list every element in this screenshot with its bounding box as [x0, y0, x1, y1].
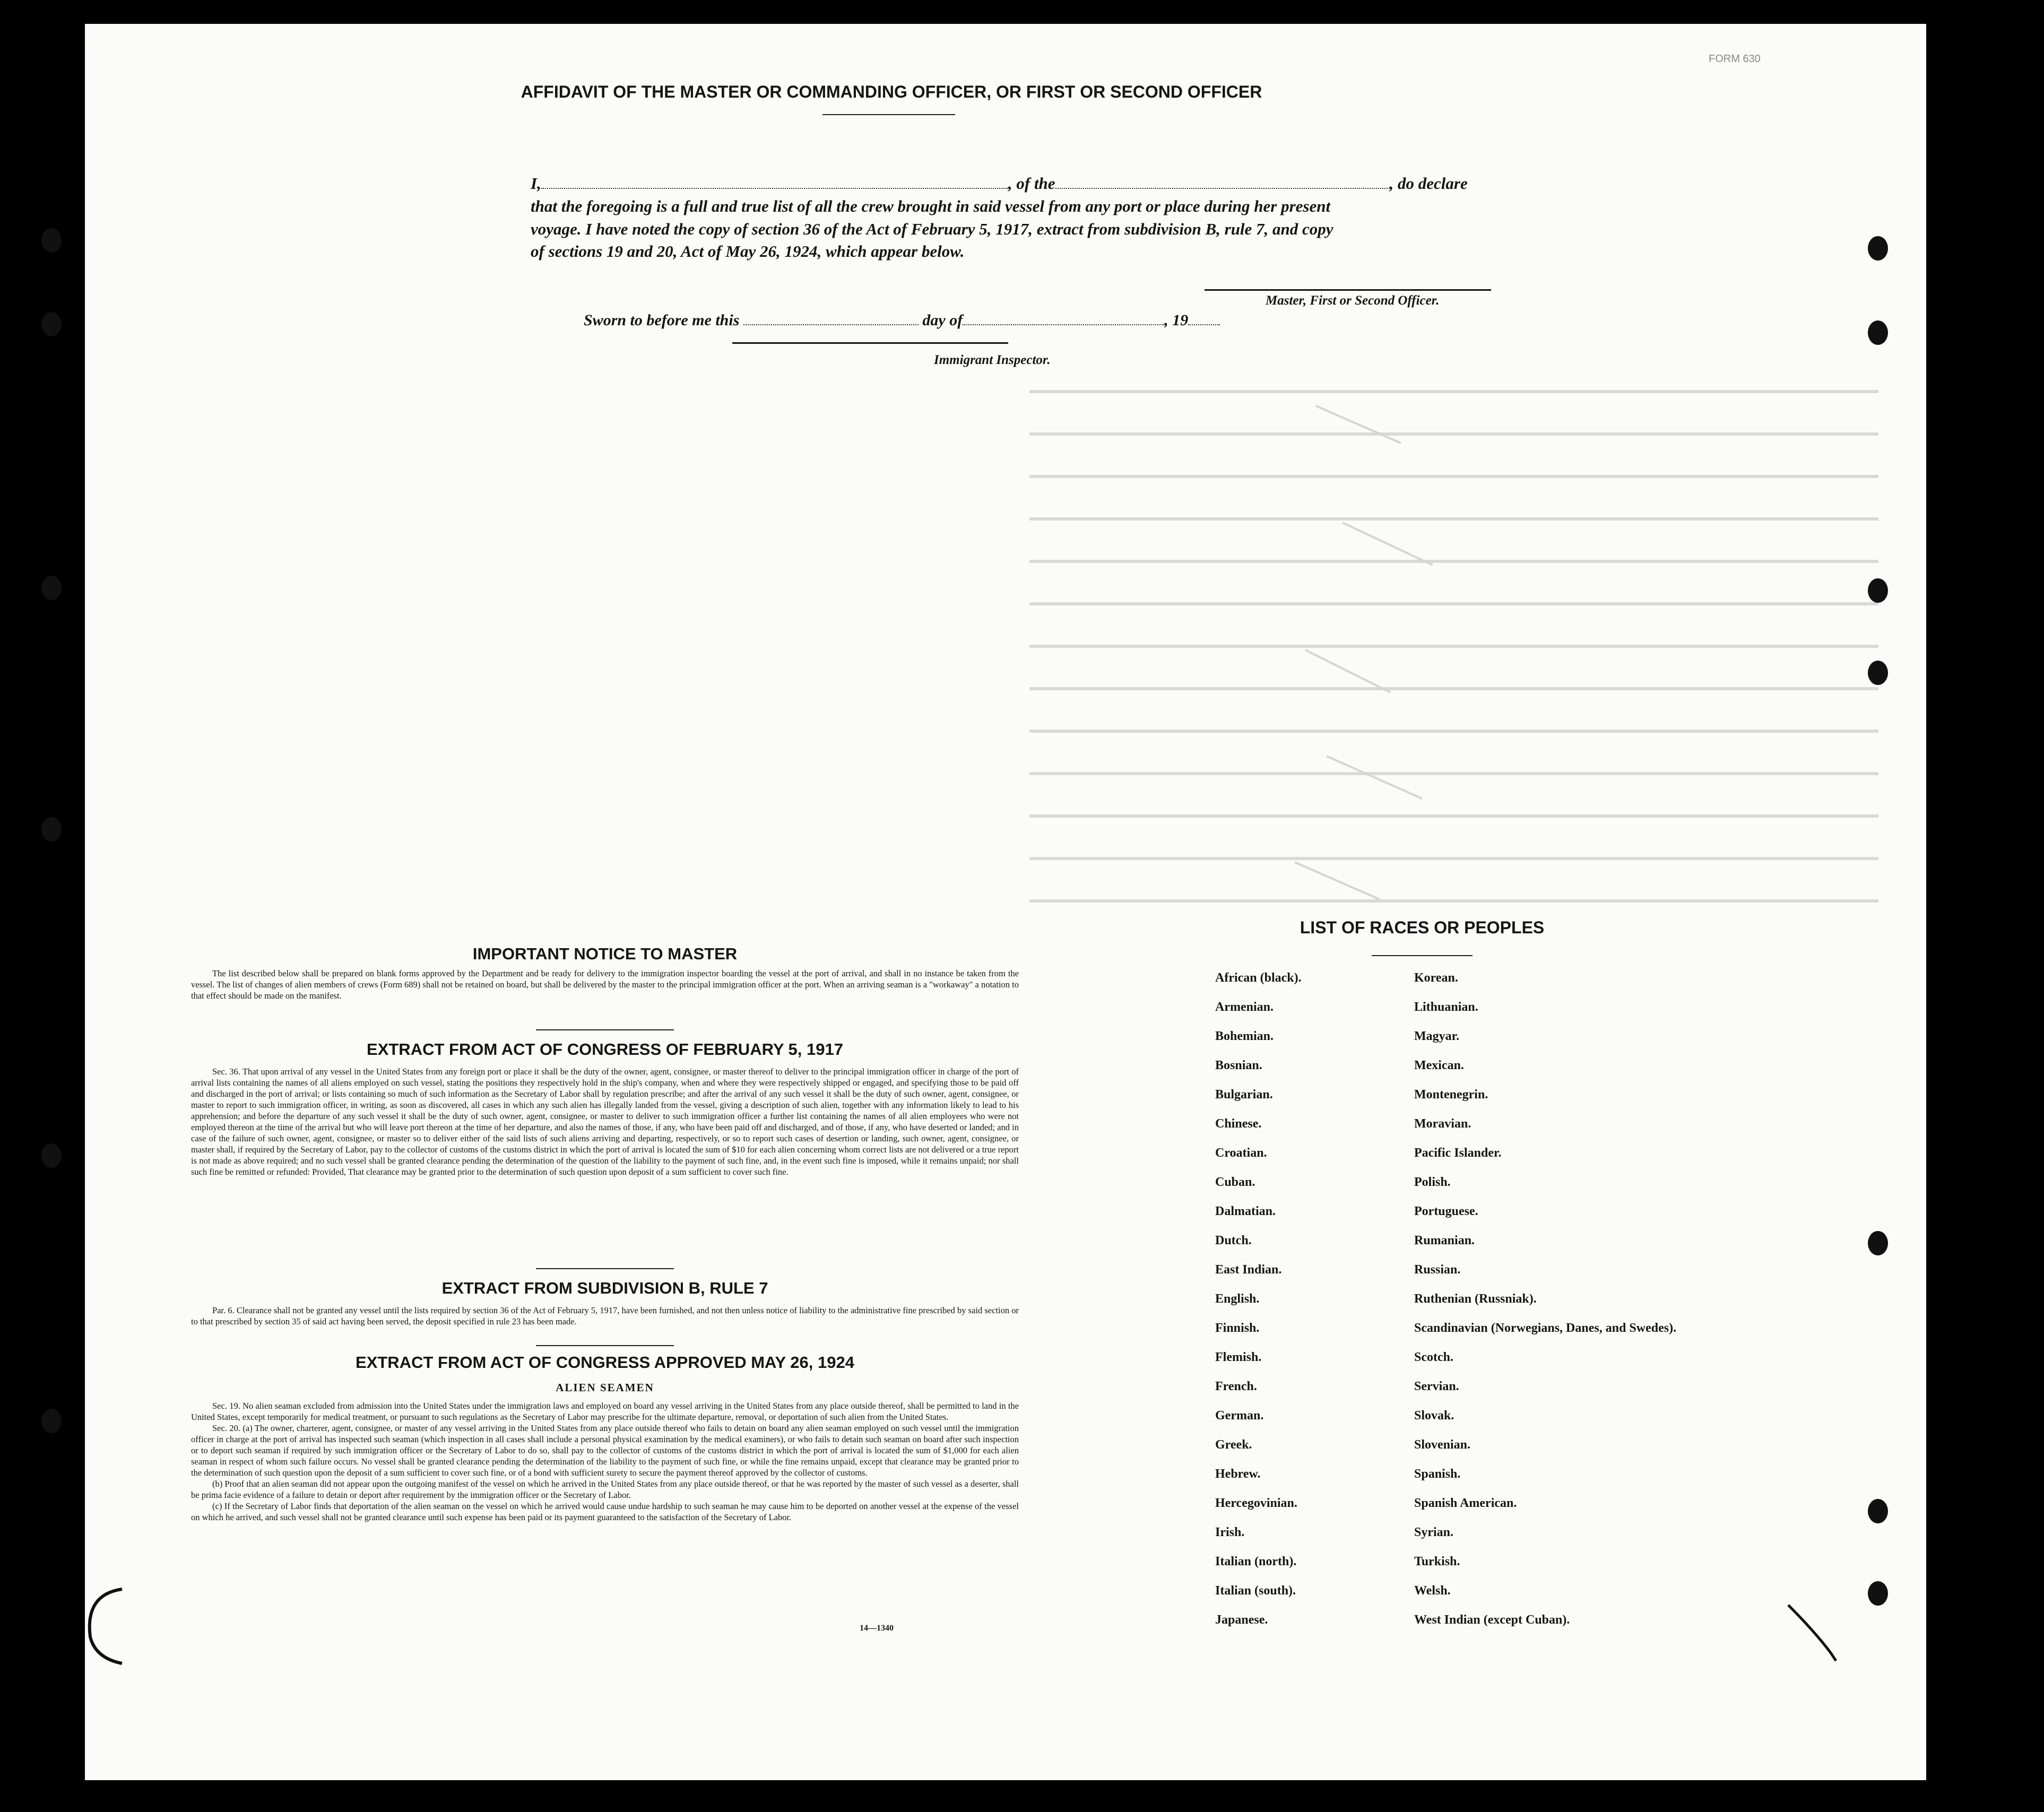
race-item: Russian.: [1414, 1263, 1461, 1277]
race-item: Greek.: [1215, 1438, 1252, 1452]
race-item: Turkish.: [1414, 1555, 1460, 1568]
binder-hole: [1868, 320, 1888, 345]
of-the-label: , of the: [1008, 174, 1055, 193]
races-list: [1215, 971, 1778, 1671]
race-item: West Indian (except Cuban).: [1414, 1613, 1570, 1627]
binder-hole: [41, 1409, 62, 1433]
extract-1917-rule: [536, 1268, 674, 1269]
declaration-line-3: voyage. I have noted the copy of section 36 of the Act of February 5, 1917, extract from subdivision B, rule 7, and copy: [531, 219, 1333, 238]
race-item: Servian.: [1414, 1380, 1459, 1393]
notice-rule: [536, 1029, 674, 1030]
binder-hole: [41, 312, 62, 336]
notice-paragraph: The list described below shall be prepared on blank forms approved by the Department and be ready for delivery to the immigration inspector boarding the vessel at the port of arrival, and shall in no instance be taken from the vessel. The list of changes of alien members of crews (Form 689) shall not be retained on board, but shall be delivered by the master to the principal immigration officer at the port. When an arriving seaman is a "workaway" a notation to that effect should be made on the manifest.: [191, 968, 1019, 1001]
rule-7-rule: [536, 1345, 674, 1346]
race-item: English.: [1215, 1292, 1260, 1306]
alien-seamen-subtitle: ALIEN SEAMEN: [556, 1381, 654, 1394]
race-item: German.: [1215, 1409, 1264, 1423]
extract-1924-text: [191, 1401, 1019, 1523]
sec-19-paragraph: Sec. 19. No alien seaman excluded from admission into the United States under the immigration laws and employed on board any vessel arriving in the United States from any place outside thereof, shall be permitted to land in the United States, except temporarily for medical treatment, or pursuant to such regulations as the Secretary of Labor may prescribe for the ultimate departure, removal, or deportation of such alien from the United States.: [191, 1401, 1019, 1422]
races-title: LIST OF RACES OR PEOPLES: [1300, 918, 1545, 937]
race-item: Italian (north).: [1215, 1555, 1297, 1568]
races-rule: [1372, 955, 1473, 956]
race-item: Flemish.: [1215, 1350, 1262, 1364]
year-label: , 19: [1164, 311, 1189, 329]
binder-hole: [1868, 578, 1888, 603]
race-item: Dutch.: [1215, 1234, 1252, 1247]
race-item: Dalmatian.: [1215, 1204, 1276, 1218]
binder-hole: [1868, 1499, 1888, 1523]
race-item: Spanish.: [1414, 1467, 1461, 1481]
sworn-year-blank: [1188, 314, 1220, 325]
race-item: Slovak.: [1414, 1409, 1454, 1423]
declaration-line-1: [531, 172, 1624, 195]
race-item: Syrian.: [1414, 1525, 1454, 1539]
notice-title: IMPORTANT NOTICE TO MASTER: [472, 944, 738, 963]
par-6-paragraph: Par. 6. Clearance shall not be granted any vessel until the lists required by section 36 of the Act of February 5, 1917, have been furnished, and not then unless notice of liability to the administrative fine prescribed by said section or to that prescribed by section 35 of said act having been served, the deposit specified in rule 23 has been made.: [191, 1305, 1019, 1327]
do-declare-label: , do declare: [1389, 174, 1468, 193]
extract-1924-title: EXTRACT FROM ACT OF CONGRESS APPROVED MAY 26, 1924: [356, 1353, 854, 1372]
declaration-line-2: that the foregoing is a full and true list of all the crew brought in said vessel from any port or place during her present: [531, 196, 1331, 215]
race-item: Chinese.: [1215, 1117, 1262, 1131]
race-item: Hercegovinian.: [1215, 1496, 1297, 1510]
race-item: Polish.: [1414, 1175, 1451, 1189]
sec-20b-paragraph: (b) Proof that an alien seaman did not appear upon the outgoing manifest of the vessel on which he arrived in the United States from any place outside thereof, or that he was reported by the master of such vessel as a deserter, shall be prima facie evidence of a failure to detain or deport after requirement by the immigration officer or the Secretary of Labor.: [191, 1478, 1019, 1500]
title-rule: [822, 114, 955, 115]
sworn-label: Sworn to before me this: [584, 311, 740, 329]
pen-stroke-mark: [1783, 1594, 1847, 1669]
race-item: Cuban.: [1215, 1175, 1255, 1189]
form-number: 14—1340: [860, 1624, 894, 1633]
race-item: French.: [1215, 1380, 1257, 1393]
rule-7-text: [191, 1305, 1019, 1328]
binder-hole: [41, 576, 62, 600]
sworn-month-blank: [963, 314, 1164, 325]
master-caption: Master, First or Second Officer.: [1266, 293, 1440, 308]
race-item: Ruthenian (Russniak).: [1414, 1292, 1537, 1306]
document-page: [85, 24, 1926, 1780]
inspector-signature-line: [732, 342, 1008, 344]
inspector-caption: Immigrant Inspector.: [934, 353, 1051, 367]
rule-7-title: EXTRACT FROM SUBDIVISION B, RULE 7: [441, 1279, 768, 1297]
margin-hook-mark: [85, 1579, 138, 1674]
extract-1917-title: EXTRACT FROM ACT OF CONGRESS OF FEBRUARY 5, 1917: [367, 1040, 843, 1059]
race-item: Pacific Islander.: [1414, 1146, 1502, 1160]
binder-hole: [41, 228, 62, 253]
sec-20c-paragraph: (c) If the Secretary of Labor finds that deportation of the alien seaman on the vessel on which he arrived would cause undue hardship to such seaman he may cause him to be deported on another vessel at the expense of the vessel on which he arrived, and such vessel shall not be granted clearance until such expense has been paid or its payment guaranteed to the satisfaction of the Secretary of Labor.: [191, 1501, 1019, 1522]
race-item: Japanese.: [1215, 1613, 1268, 1627]
sec-36-paragraph: Sec. 36. That upon arrival of any vessel in the United States from any foreign port or place it shall be the duty of the owner, agent, consignee, or master thereof to deliver to the principal immigration officer in charge of the port of arrival lists containing the names of all aliens employed on such vessel, stating the positions they respectively hold in the ship's company, when and where they were respectively shipped or engaged, and specifying those to be paid off and discharged in the port of arrival; or lists containing so much of such information as the Secretary of Labor shall by regulation prescribe; and after the arrival of any such vessel it shall be the duty of such owner, agent, consignee, or master to report to such immigration officer, in writing, as soon as discovered, all cases in which any such alien has illegally landed from the vessel, giving a description of such alien, together with any information likely to lead to his apprehension; and before the departure of any such vessel it shall be the duty of such owner, agent, consignee, or master to deliver to such immigration officer a further list containing the names of all alien employees who were not employed thereon at the time of the arrival but who will leave port thereon at the time of her departure, and also the names of those, if any, who have been paid off and discharged, and of those, if any, who have deserted or landed; and in case of the failure of such owner, agent, consignee, or master so to deliver either of the said lists of such aliens arriving and departing, respectively, or so to report such cases of desertion or landing, such owner, agent, consignee, or master shall, if required by the Secretary of Labor, pay to the collector of customs of the customs district in which the port of arrival is located the sum of $10 for each alien concerning whom correct lists are not delivered or a true report is not made as above required; and no such vessel shall be granted clearance pending the determination of the question of the liability to the payment of such fine, and, in the event such fine is imposed, while it remains unpaid; nor shall such fine be remitted or refunded: Provided, That clearance may be granted prior to the determination of such question upon deposit of a sum sufficient to cover such fine.: [191, 1067, 1019, 1177]
binder-hole: [41, 817, 62, 842]
race-item: Spanish American.: [1414, 1496, 1517, 1510]
affidavit-title: AFFIDAVIT OF THE MASTER OR COMMANDING OFFICER, OR FIRST OR SECOND OFFICER: [521, 82, 1262, 101]
sec-20a-paragraph: Sec. 20. (a) The owner, charterer, agent, consignee, or master of any vessel arriving in the United States from any place outside thereof who fails to detain on board any alien seaman employed on such vessel until the immigration officer in charge at the port of arrival has inspected such seaman (which inspection in all cases shall include a personal physical examination by the medical examiners), or who fails to detain such seaman on board after such inspection or to deport such seaman if required by such immigration officer or the Secretary of Labor to do so, shall pay to the collector of customs of the customs district in which the port of arrival is located the sum of $1,000 for each alien seaman in respect of whom such failure occurs. No vessel shall be granted clearance pending the determination of the liability to the payment of such fine, or while the fine remains unpaid, except that clearance may be granted prior to the determination of such question upon the deposit of a sum sufficient to cover such fine, or of a bond with sufficient surety to secure the payment thereof approved by the collector of customs.: [191, 1423, 1019, 1478]
race-item: Bosnian.: [1215, 1059, 1262, 1072]
race-item: Bulgarian.: [1215, 1088, 1273, 1102]
declaration-line-4: of sections 19 and 20, Act of May 26, 1924, which appear below.: [531, 242, 965, 261]
race-item: Rumanian.: [1414, 1234, 1475, 1247]
race-item: Italian (south).: [1215, 1584, 1296, 1598]
race-item: Croatian.: [1215, 1146, 1267, 1160]
binder-hole: [41, 1143, 62, 1168]
race-item: Finnish.: [1215, 1321, 1260, 1335]
race-item: Armenian.: [1215, 1000, 1274, 1014]
race-item: Moravian.: [1414, 1117, 1471, 1131]
binder-hole: [1868, 1581, 1888, 1606]
sworn-line: [584, 311, 1380, 330]
race-item: African (black).: [1215, 971, 1302, 985]
race-item: Lithuanian.: [1414, 1000, 1478, 1014]
affidavit-declaration: [531, 172, 1624, 263]
notice-text: [191, 968, 1019, 1002]
race-item: Montenegrin.: [1414, 1088, 1488, 1102]
race-item: Korean.: [1414, 971, 1458, 985]
extract-1917-text: [191, 1067, 1019, 1178]
form-stamp: FORM 630: [1709, 53, 1761, 65]
race-item: Mexican.: [1414, 1059, 1464, 1072]
vessel-blank: [1055, 177, 1390, 189]
race-item: Portuguese.: [1414, 1204, 1478, 1218]
race-item: East Indian.: [1215, 1263, 1282, 1277]
binder-hole: [1868, 1231, 1888, 1255]
race-item: Welsh.: [1414, 1584, 1451, 1598]
race-item: Scotch.: [1414, 1350, 1453, 1364]
i-label: I,: [531, 174, 541, 193]
sworn-day-blank: [743, 314, 919, 325]
binder-hole: [1868, 236, 1888, 261]
binder-hole: [1868, 661, 1888, 685]
day-of-label: day of: [922, 311, 963, 329]
race-item: Magyar.: [1414, 1029, 1460, 1043]
race-item: Irish.: [1215, 1525, 1245, 1539]
master-signature-line: [1205, 289, 1491, 291]
name-blank: [541, 177, 1008, 189]
race-item: Bohemian.: [1215, 1029, 1274, 1043]
race-item: Hebrew.: [1215, 1467, 1261, 1481]
race-item: Slovenian.: [1414, 1438, 1471, 1452]
race-item: Scandinavian (Norwegians, Danes, and Swedes).: [1414, 1321, 1677, 1335]
